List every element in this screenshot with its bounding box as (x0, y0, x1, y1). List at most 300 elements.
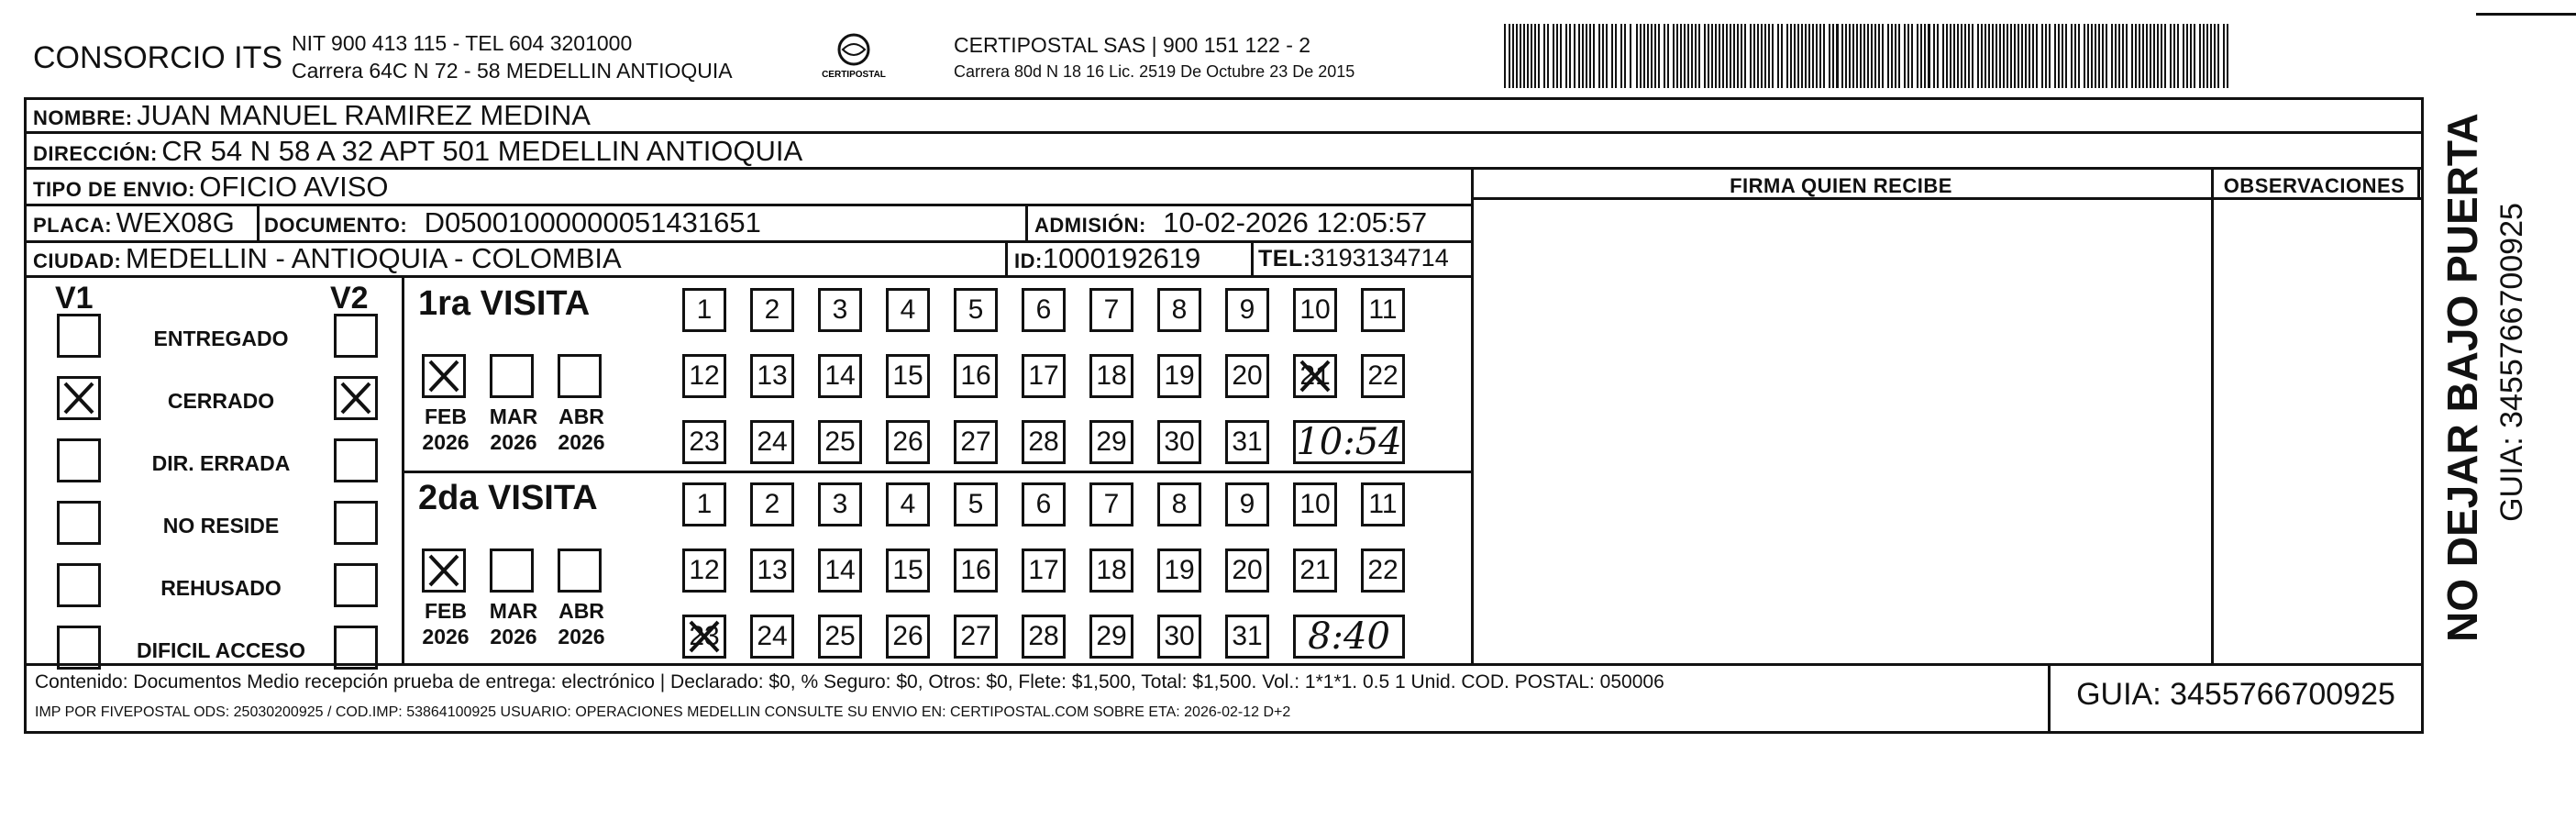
v1-checkbox[interactable] (57, 438, 101, 482)
company-address: Carrera 64C N 72 - 58 MEDELLIN ANTIOQUIA (292, 59, 733, 83)
barcode-bar (1719, 24, 1720, 88)
barcode-bar (1907, 24, 1909, 88)
day-box[interactable]: 13 (750, 354, 794, 398)
barcode-bar (1589, 24, 1591, 88)
barcode-bar (1520, 24, 1521, 88)
barcode-bar (2010, 24, 2012, 88)
barcode-bar (1698, 24, 1700, 88)
documento-label: DOCUMENTO: (264, 214, 408, 237)
documento-row (264, 206, 761, 239)
day-box[interactable]: 5 (954, 482, 998, 526)
day-box[interactable]: 8 (1157, 482, 1201, 526)
barcode-bar (2199, 24, 2201, 88)
nombre-row (33, 99, 591, 132)
barcode-bar (1602, 24, 1604, 88)
barcode-bar (1816, 24, 1818, 88)
barcode-bar (1898, 24, 1900, 88)
barcode-bar (1611, 24, 1613, 88)
placa-label: PLACA: (33, 214, 113, 237)
barcode-bar (2210, 24, 2212, 88)
barcode-bar (1534, 24, 1536, 88)
day-box[interactable]: 21 (1293, 549, 1337, 593)
month-checkbox[interactable] (490, 549, 534, 593)
barcode-bar (1538, 24, 1540, 88)
v2-checkbox[interactable] (334, 376, 378, 420)
day-box[interactable]: 24 (750, 420, 794, 464)
barcode-bar (2126, 24, 2128, 88)
barcode-bar (1684, 24, 1686, 88)
v1-heading: V1 (55, 281, 94, 316)
barcode-bar (1598, 24, 1600, 88)
day-box[interactable]: 19 (1157, 549, 1201, 593)
day-box[interactable]: 16 (954, 354, 998, 398)
direccion-value: CR 54 N 58 A 32 APT 501 MEDELLIN ANTIOQUIA (161, 135, 803, 167)
barcode-bar (1996, 24, 1997, 88)
placa-row (33, 206, 235, 239)
barcode-bar (1812, 24, 1814, 88)
placa-value: WEX08G (116, 206, 235, 238)
day-box[interactable]: 25 (818, 615, 862, 659)
barcode-bar (1964, 24, 1966, 88)
barcode-bar (2032, 24, 2034, 88)
day-box[interactable]: 15 (886, 549, 930, 593)
barcode-bar (1578, 24, 1580, 88)
day-box[interactable]: 14 (818, 354, 862, 398)
x-mark-icon (337, 379, 375, 417)
barcode-bar (2203, 24, 2205, 88)
month-label: ABR 2026 (558, 599, 605, 648)
barcode-bar (2161, 24, 2162, 88)
barcode-bar (1691, 24, 1693, 88)
barcode-bar (1516, 24, 1518, 88)
barcode-bar (1917, 24, 1918, 88)
barcode-bar (2150, 24, 2151, 88)
barcode-bar (1722, 24, 1724, 88)
barcode-bar (1819, 24, 1821, 88)
barcode-bar (1920, 24, 1922, 88)
tel-value: 3193134714 (1310, 244, 1449, 271)
barcode-bar (1841, 24, 1843, 88)
barcode-bar (1860, 24, 1862, 88)
barcode-bar (2065, 24, 2067, 88)
barcode-bar (1547, 24, 1549, 88)
barcode-bar (1647, 24, 1649, 88)
day-box[interactable]: 15 (886, 354, 930, 398)
day-box[interactable]: 6 (1022, 482, 1066, 526)
barcode-bar (2223, 24, 2225, 88)
barcode-bar (1878, 24, 1880, 88)
barcode-bar (1867, 24, 1869, 88)
barcode-bar (1757, 24, 1759, 88)
barcode-bar (2014, 24, 2016, 88)
certipostal-address: Carrera 80d N 18 16 Lic. 2519 De Octubre 23 De 2015 (954, 62, 1355, 81)
barcode-bar (1829, 24, 1830, 88)
day-box[interactable]: 17 (1022, 549, 1066, 593)
barcode-bar (1730, 24, 1731, 88)
admision-label: ADMISIÓN: (1034, 214, 1146, 237)
logo-text: CERTIPOSTAL (822, 70, 886, 80)
day-box[interactable]: 23 (682, 615, 726, 659)
status-label: NO RESIDE (162, 514, 280, 537)
documento-value: D05001000000051431651 (424, 206, 761, 238)
certipostal-line: CERTIPOSTAL SAS | 900 151 122 - 2 (954, 33, 1311, 57)
barcode-bar (1695, 24, 1697, 88)
barcode-bar (2084, 24, 2085, 88)
barcode-bar (2173, 24, 2175, 88)
barcode-bar (2111, 24, 2113, 88)
barcode-bar (2018, 24, 2019, 88)
month-label: MAR 2026 (489, 599, 538, 648)
v2-checkbox[interactable] (334, 563, 378, 607)
barcode-bar (1937, 24, 1939, 88)
barcode-bar (1615, 24, 1617, 88)
day-box[interactable]: 10 (1293, 288, 1337, 332)
barcode-bar (2029, 24, 2030, 88)
day-box[interactable]: 26 (886, 615, 930, 659)
barcode-bar (1704, 24, 1706, 88)
day-box[interactable]: 19 (1157, 354, 1201, 398)
barcode-bar (1946, 24, 1948, 88)
tel-label: TEL: (1258, 246, 1311, 271)
day-box[interactable]: 28 (1022, 420, 1066, 464)
ciudad-value: MEDELLIN - ANTIOQUIA - COLOMBIA (125, 242, 622, 274)
day-box[interactable]: 6 (1022, 288, 1066, 332)
barcode-bar (1565, 24, 1567, 88)
barcode-bar (2186, 24, 2188, 88)
month-checkbox[interactable] (558, 549, 602, 593)
day-box[interactable]: 7 (1089, 288, 1133, 332)
barcode-bar (1582, 24, 1584, 88)
barcode-bar (1845, 24, 1847, 88)
day-box[interactable]: 4 (886, 288, 930, 332)
v2-checkbox[interactable] (334, 438, 378, 482)
barcode-bar (1667, 24, 1669, 88)
barcode-bar (2164, 24, 2166, 88)
tipo-label: TIPO DE ENVIO: (33, 178, 195, 201)
barcode-bar (1640, 24, 1642, 88)
barcode-bar (1942, 24, 1944, 88)
barcode-bar (1768, 24, 1770, 88)
day-box[interactable]: 12 (682, 354, 726, 398)
day-box[interactable]: 18 (1089, 549, 1133, 593)
barcode-bar (1586, 24, 1587, 88)
barcode-bar (2146, 24, 2148, 88)
barcode-bar (1658, 24, 1660, 88)
day-box[interactable]: 30 (1157, 420, 1201, 464)
barcode-bar (1711, 24, 1713, 88)
company-name: CONSORCIO ITS (33, 40, 283, 75)
barcode-bar (2153, 24, 2155, 88)
barcode-bar (2115, 24, 2117, 88)
barcode-bar (1733, 24, 1735, 88)
barcode-bar (2071, 24, 2073, 88)
day-box[interactable]: 2 (750, 288, 794, 332)
tel-row (1258, 244, 1449, 272)
certipostal-logo (813, 31, 895, 88)
v2-checkbox[interactable] (334, 626, 378, 670)
day-box[interactable]: 28 (1022, 615, 1066, 659)
x-mark-icon (425, 357, 463, 395)
month-checkbox[interactable] (422, 354, 466, 398)
barcode-bar (1560, 24, 1562, 88)
barcode-bar (2021, 24, 2023, 88)
day-box[interactable]: 8 (1157, 288, 1201, 332)
barcode (1504, 24, 2238, 88)
barcode-bar (2135, 24, 2137, 88)
month-checkbox[interactable] (422, 549, 466, 593)
day-box[interactable]: 3 (818, 482, 862, 526)
barcode-bar (1543, 24, 1545, 88)
id-value: 1000192619 (1042, 242, 1201, 274)
day-box[interactable]: 31 (1225, 615, 1269, 659)
day-box[interactable]: 31 (1225, 420, 1269, 464)
barcode-bar (1781, 24, 1783, 88)
barcode-bar (1750, 24, 1752, 88)
admision-value: 10-02-2026 12:05:57 (1163, 206, 1428, 238)
barcode-bar (2157, 24, 2159, 88)
direccion-row (33, 135, 802, 168)
barcode-bar (2177, 24, 2179, 88)
barcode-bar (2078, 24, 2080, 88)
barcode-bar (1772, 24, 1774, 88)
edge-mark (2476, 13, 2576, 16)
barcode-bar (1928, 24, 1930, 88)
barcode-bar (1950, 24, 1951, 88)
day-box[interactable]: 20 (1225, 354, 1269, 398)
barcode-bar (2091, 24, 2093, 88)
id-label: ID: (1014, 249, 1043, 272)
barcode-bar (1895, 24, 1896, 88)
barcode-bar (1523, 24, 1525, 88)
footer-imp: IMP POR FIVEPOSTAL ODS: 25030200925 / COD.IMP: 53864100925 USUARIO: OPERACIONES MEDELLIN CONSULTE SU ENVIO EN: CERTIPOSTAL.COM SOBRE ETA: 2026-02-12 D+2 (35, 704, 1291, 720)
day-box[interactable]: 18 (1089, 354, 1133, 398)
barcode-bar (1753, 24, 1755, 88)
barcode-bar (2139, 24, 2140, 88)
barcode-bar (1761, 24, 1763, 88)
barcode-bar (1863, 24, 1865, 88)
barcode-bar (1808, 24, 1810, 88)
barcode-bar (1972, 24, 1973, 88)
day-box[interactable]: 1 (682, 482, 726, 526)
barcode-bar (1836, 24, 1839, 88)
barcode-bar (2194, 24, 2195, 88)
v1-checkbox[interactable] (57, 626, 101, 670)
barcode-bar (2007, 24, 2008, 88)
barcode-bar (1630, 24, 1631, 88)
barcode-bar (1953, 24, 1955, 88)
day-box[interactable]: 9 (1225, 288, 1269, 332)
side-guia: GUIA: 3455766700925 (2494, 203, 2529, 522)
v1-checkbox[interactable] (57, 501, 101, 545)
day-box[interactable]: 22 (1361, 549, 1405, 593)
id-row (1014, 242, 1200, 275)
month-label: FEB 2026 (422, 599, 470, 648)
day-box[interactable]: 7 (1089, 482, 1133, 526)
barcode-bar (1764, 24, 1766, 88)
day-box[interactable]: 17 (1022, 354, 1066, 398)
admision-row (1034, 206, 1427, 239)
barcode-bar (2206, 24, 2208, 88)
barcode-bar (1874, 24, 1876, 88)
barcode-bar (1981, 24, 1983, 88)
barcode-bar (1680, 24, 1682, 88)
month-checkbox[interactable] (490, 354, 534, 398)
x-mark-icon (1296, 357, 1334, 395)
barcode-bar (1673, 24, 1675, 88)
day-box[interactable]: 11 (1361, 482, 1405, 526)
day-box[interactable]: 21 (1293, 354, 1337, 398)
barcode-bar (2041, 24, 2043, 88)
barcode-bar (1852, 24, 1854, 88)
barcode-bar (1911, 24, 1913, 88)
barcode-bar (2074, 24, 2076, 88)
nit-line: NIT 900 413 115 - TEL 604 3201000 (292, 31, 633, 55)
status-label: REHUSADO (160, 576, 282, 600)
barcode-bar (1977, 24, 1979, 88)
barcode-bar (1708, 24, 1709, 88)
visit-title: 1ra VISITA (418, 284, 591, 323)
barcode-bar (2049, 24, 2051, 88)
day-box[interactable]: 27 (954, 615, 998, 659)
visit-time: 8:40 (1293, 615, 1405, 659)
day-box[interactable]: 22 (1361, 354, 1405, 398)
barcode-bar (1988, 24, 1990, 88)
barcode-bar (1992, 24, 1994, 88)
barcode-bar (2118, 24, 2120, 88)
day-box[interactable]: 27 (954, 420, 998, 464)
status-label: CERRADO (167, 389, 275, 413)
month-checkbox[interactable] (558, 354, 602, 398)
day-box[interactable]: 2 (750, 482, 794, 526)
ciudad-row (33, 242, 622, 275)
barcode-bar (2227, 24, 2228, 88)
day-box[interactable]: 24 (750, 615, 794, 659)
barcode-bar (1891, 24, 1893, 88)
barcode-bar (1985, 24, 1986, 88)
day-box[interactable]: 11 (1361, 288, 1405, 332)
status-label: ENTREGADO (153, 327, 289, 350)
barcode-bar (1744, 24, 1746, 88)
barcode-bar (2190, 24, 2192, 88)
day-box[interactable]: 25 (818, 420, 862, 464)
tipo-row (33, 171, 389, 204)
barcode-bar (1887, 24, 1889, 88)
day-box[interactable]: 4 (886, 482, 930, 526)
barcode-bar (1797, 24, 1799, 88)
barcode-bar (1805, 24, 1807, 88)
day-box[interactable]: 23 (682, 420, 726, 464)
barcode-bar (1504, 24, 1506, 88)
x-mark-icon (425, 551, 463, 590)
footer-contenido: Contenido: Documentos Medio recepción prueba de entrega: electrónico | Declarado: $0, % Seguro: $0, Otros: $0, Flete: $1,500, Total: $1,500. Vol.: 1*1*1. 0.5 1 Unid. COD. POSTAL: 050006 (35, 671, 1664, 693)
barcode-bar (1871, 24, 1873, 88)
day-box[interactable]: 10 (1293, 482, 1337, 526)
v1-checkbox[interactable] (57, 376, 101, 420)
day-box[interactable]: 1 (682, 288, 726, 332)
barcode-bar (2214, 24, 2216, 88)
v2-checkbox[interactable] (334, 501, 378, 545)
month-label: ABR 2026 (558, 404, 605, 454)
day-box[interactable]: 14 (818, 549, 862, 593)
month-label: FEB 2026 (422, 404, 470, 454)
barcode-bar (2036, 24, 2038, 88)
day-box[interactable]: 9 (1225, 482, 1269, 526)
v1-checkbox[interactable] (57, 563, 101, 607)
barcode-bar (1741, 24, 1742, 88)
nombre-label: NOMBRE: (33, 106, 133, 129)
day-box[interactable]: 12 (682, 549, 726, 593)
visit-title: 2da VISITA (418, 479, 598, 517)
barcode-bar (1556, 24, 1558, 88)
barcode-bar (1643, 24, 1645, 88)
x-mark-icon (685, 617, 724, 656)
barcode-bar (1726, 24, 1728, 88)
day-box[interactable]: 3 (818, 288, 862, 332)
barcode-bar (1651, 24, 1653, 88)
barcode-bar (1687, 24, 1689, 88)
barcode-bar (1569, 24, 1571, 88)
day-box[interactable]: 26 (886, 420, 930, 464)
barcode-bar (1593, 24, 1595, 88)
v2-checkbox[interactable] (334, 314, 378, 358)
barcode-bar (2062, 24, 2063, 88)
barcode-bar (1620, 24, 1622, 88)
x-mark-icon (60, 379, 98, 417)
day-box[interactable]: 5 (954, 288, 998, 332)
barcode-bar (2095, 24, 2096, 88)
barcode-bar (1904, 24, 1906, 88)
day-box[interactable]: 29 (1089, 420, 1133, 464)
barcode-bar (1961, 24, 1962, 88)
barcode-bar (2054, 24, 2056, 88)
barcode-bar (1968, 24, 1970, 88)
footer-guia: GUIA: 3455766700925 (2076, 677, 2395, 712)
firma-header: FIRMA QUIEN RECIBE (1730, 174, 1952, 197)
status-label: DIR. ERRADA (151, 451, 291, 475)
day-box[interactable]: 29 (1089, 615, 1133, 659)
barcode-bar (2131, 24, 2133, 88)
day-box[interactable]: 16 (954, 549, 998, 593)
tipo-value: OFICIO AVISO (199, 171, 389, 203)
barcode-bar (1654, 24, 1656, 88)
v1-checkbox[interactable] (57, 314, 101, 358)
barcode-bar (1933, 24, 1935, 88)
ciudad-label: CIUDAD: (33, 249, 122, 272)
barcode-bar (1574, 24, 1575, 88)
barcode-bar (2087, 24, 2089, 88)
barcode-bar (1527, 24, 1529, 88)
barcode-bar (2170, 24, 2172, 88)
day-box[interactable]: 20 (1225, 549, 1269, 593)
status-label: DIFICIL ACCESO (136, 638, 305, 662)
barcode-bar (1882, 24, 1884, 88)
day-box[interactable]: 30 (1157, 615, 1201, 659)
barcode-bar (1509, 24, 1510, 88)
month-label: MAR 2026 (489, 404, 538, 454)
nombre-value: JUAN MANUEL RAMIREZ MEDINA (137, 99, 591, 131)
barcode-bar (1801, 24, 1803, 88)
barcode-bar (2106, 24, 2107, 88)
barcode-bar (1636, 24, 1638, 88)
barcode-bar (1924, 24, 1926, 88)
barcode-bar (1676, 24, 1678, 88)
barcode-bar (1664, 24, 1665, 88)
direccion-label: DIRECCIÓN: (33, 142, 158, 165)
barcode-bar (2102, 24, 2104, 88)
day-box[interactable]: 13 (750, 549, 794, 593)
barcode-bar (1777, 24, 1779, 88)
barcode-bar (1512, 24, 1514, 88)
